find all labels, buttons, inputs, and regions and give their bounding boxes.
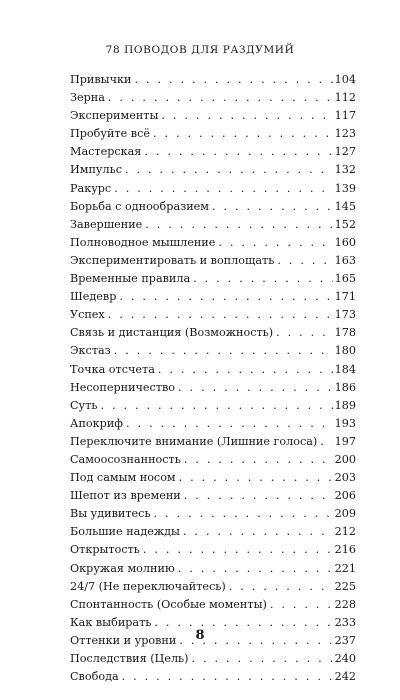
toc-entry-page: 184 — [334, 362, 356, 376]
toc-entry — [70, 650, 356, 668]
toc-dot-leader — [270, 596, 333, 614]
toc-dot-leader — [276, 324, 333, 342]
toc-entry-title: Пробуйте всё — [70, 127, 150, 141]
toc-dot-leader — [179, 469, 333, 487]
toc-entry — [70, 578, 356, 596]
toc-dot-leader — [229, 578, 333, 596]
toc-entry — [70, 541, 356, 559]
toc-entry-page: 228 — [334, 597, 356, 611]
toc-entry-page: 112 — [334, 91, 356, 105]
toc-entry-page: 186 — [334, 380, 356, 394]
toc-dot-leader — [125, 161, 333, 179]
toc-entry — [70, 596, 356, 614]
toc-dot-leader — [193, 270, 333, 288]
toc-entry — [70, 505, 356, 523]
toc-dot-leader — [183, 523, 333, 541]
toc-dot-leader — [108, 89, 333, 107]
toc-entry-title: Эксперименты — [70, 109, 159, 123]
toc-dot-leader — [143, 541, 333, 559]
toc-entry-page: 189 — [334, 398, 356, 412]
toc-entry-page: 233 — [334, 615, 356, 629]
toc-entry-page: 242 — [334, 670, 356, 684]
toc-entry-title: Успех — [70, 308, 105, 322]
toc-entry — [70, 288, 356, 306]
toc-dot-leader — [153, 125, 333, 143]
toc-entry — [70, 71, 356, 89]
toc-dot-leader — [144, 143, 332, 161]
toc-entry — [70, 216, 356, 234]
toc-entry-title: Мастерская — [70, 145, 142, 159]
toc-entry-page: 117 — [334, 109, 356, 123]
page-number: 8 — [195, 628, 205, 643]
toc-entry-title: Последствия (Цель) — [70, 652, 189, 665]
toc-entry-title: Открытость — [70, 543, 140, 557]
toc-dot-leader — [145, 216, 332, 234]
toc-entry-title: Вы удивитесь — [70, 507, 151, 521]
toc-entry-page: 209 — [334, 507, 356, 521]
toc-entry-page: 123 — [334, 127, 356, 141]
toc-entry-title: Как выбирать — [70, 615, 152, 629]
toc-entry-page: 165 — [334, 272, 356, 286]
toc-entry-title: Шепот из времени — [70, 489, 181, 503]
toc-entry-title: 24/7 (Не переключайтесь) — [70, 579, 226, 593]
toc-entry — [70, 125, 356, 143]
toc-entry — [70, 306, 356, 324]
toc-entry-title: Привычки — [70, 73, 132, 86]
toc-entry-page: 145 — [334, 199, 356, 213]
toc-entry — [70, 161, 356, 179]
toc-entry-title: Полноводное мышление — [70, 235, 216, 249]
toc-entry-page: 225 — [334, 579, 356, 593]
toc-entry-page: 171 — [334, 290, 356, 304]
toc-entry-page: 173 — [334, 308, 356, 322]
toc-entry — [70, 469, 356, 487]
toc-entry-title: Экстаз — [70, 344, 111, 358]
toc-dot-leader — [184, 487, 333, 505]
toc-dot-leader — [108, 306, 333, 324]
toc-entry — [70, 143, 356, 161]
toc-entry — [70, 487, 356, 505]
toc-dot-leader — [192, 650, 333, 668]
toc-dot-leader — [119, 288, 332, 306]
toc-entry — [70, 234, 356, 252]
toc-entry-page: 160 — [334, 235, 356, 249]
toc-dot-leader — [178, 379, 333, 397]
toc-entry-title: Переключите внимание (Лишние голоса) — [70, 434, 318, 448]
toc-entry-page: 132 — [334, 163, 356, 177]
toc-dot-leader — [122, 668, 333, 686]
toc-entry — [70, 89, 356, 107]
toc-entry-page: 200 — [334, 452, 356, 466]
table-of-contents — [70, 71, 356, 686]
toc-entry-title: Борьба с однообразием — [70, 199, 209, 213]
toc-entry-title: Импульс — [70, 163, 122, 177]
toc-entry-page: 216 — [334, 543, 356, 557]
toc-dot-leader — [320, 433, 332, 451]
toc-dot-leader — [184, 451, 333, 469]
toc-entry-title: Экспериментировать и воплощать — [70, 253, 275, 267]
toc-entry-title: Под самым носом — [70, 471, 176, 485]
toc-entry-title: Зерна — [70, 91, 105, 105]
toc-entry-page: 221 — [334, 561, 356, 575]
toc-entry — [70, 668, 356, 686]
toc-entry-title: Суть — [70, 398, 98, 412]
toc-entry — [70, 379, 356, 397]
toc-entry-title: Точка отсчета — [70, 362, 155, 376]
toc-dot-leader — [134, 71, 332, 89]
toc-entry-page: 237 — [334, 633, 356, 647]
toc-entry-page: 197 — [334, 434, 356, 448]
toc-entry — [70, 397, 356, 415]
toc-dot-leader — [161, 107, 332, 125]
toc-entry — [70, 198, 356, 216]
toc-dot-leader — [158, 361, 333, 379]
toc-entry — [70, 270, 356, 288]
toc-entry-title: Несоперничество — [70, 380, 176, 394]
toc-entry — [70, 361, 356, 379]
toc-entry — [70, 107, 356, 125]
toc-entry — [70, 523, 356, 541]
toc-entry — [70, 451, 356, 469]
toc-entry-title: Оттенки и уровни — [70, 633, 177, 647]
toc-entry-title: Ракурс — [70, 181, 112, 195]
toc-entry-page: 163 — [334, 253, 356, 267]
running-head: 78 ПОВОДОВ ДЛЯ РАЗДУМИЙ — [105, 44, 295, 56]
toc-dot-leader — [114, 180, 332, 198]
toc-entry — [70, 180, 356, 198]
toc-entry-title: Временные правила — [70, 272, 191, 286]
toc-entry-page: 127 — [334, 145, 356, 159]
toc-entry-page: 212 — [334, 525, 356, 539]
toc-entry-title: Окружая молнию — [70, 561, 175, 575]
toc-entry — [70, 252, 356, 270]
toc-dot-leader — [126, 415, 333, 433]
toc-entry-title: Свобода — [70, 670, 119, 684]
toc-dot-leader — [114, 342, 333, 360]
toc-dot-leader — [100, 397, 332, 415]
toc-entry-page: 180 — [334, 344, 356, 358]
toc-entry-page: 206 — [334, 489, 356, 503]
toc-entry — [70, 324, 356, 342]
toc-entry — [70, 342, 356, 360]
toc-entry-page: 139 — [334, 181, 356, 195]
toc-dot-leader — [178, 560, 333, 578]
toc-dot-leader — [154, 505, 333, 523]
toc-entry-page: 152 — [334, 217, 356, 231]
toc-entry — [70, 560, 356, 578]
toc-entry-title: Самоосознанность — [70, 452, 181, 466]
toc-entry-title: Спонтанность (Особые моменты) — [70, 597, 267, 611]
toc-entry-title: Шедевр — [70, 290, 117, 304]
toc-entry-title: Завершение — [70, 217, 143, 231]
toc-entry — [70, 433, 356, 451]
toc-entry-page: 193 — [334, 416, 356, 430]
toc-entry-page: 178 — [334, 326, 356, 340]
toc-entry — [70, 415, 356, 433]
toc-entry-page: 240 — [334, 652, 356, 665]
toc-entry-title: Связь и дистанция (Возможность) — [70, 326, 274, 340]
toc-dot-leader — [218, 234, 332, 252]
toc-entry-page: 104 — [334, 73, 356, 86]
toc-entry-page: 203 — [334, 471, 356, 485]
toc-entry-title: Апокриф — [70, 416, 124, 430]
toc-entry-title: Большие надежды — [70, 525, 180, 539]
toc-dot-leader — [212, 198, 333, 216]
toc-dot-leader — [277, 252, 332, 270]
